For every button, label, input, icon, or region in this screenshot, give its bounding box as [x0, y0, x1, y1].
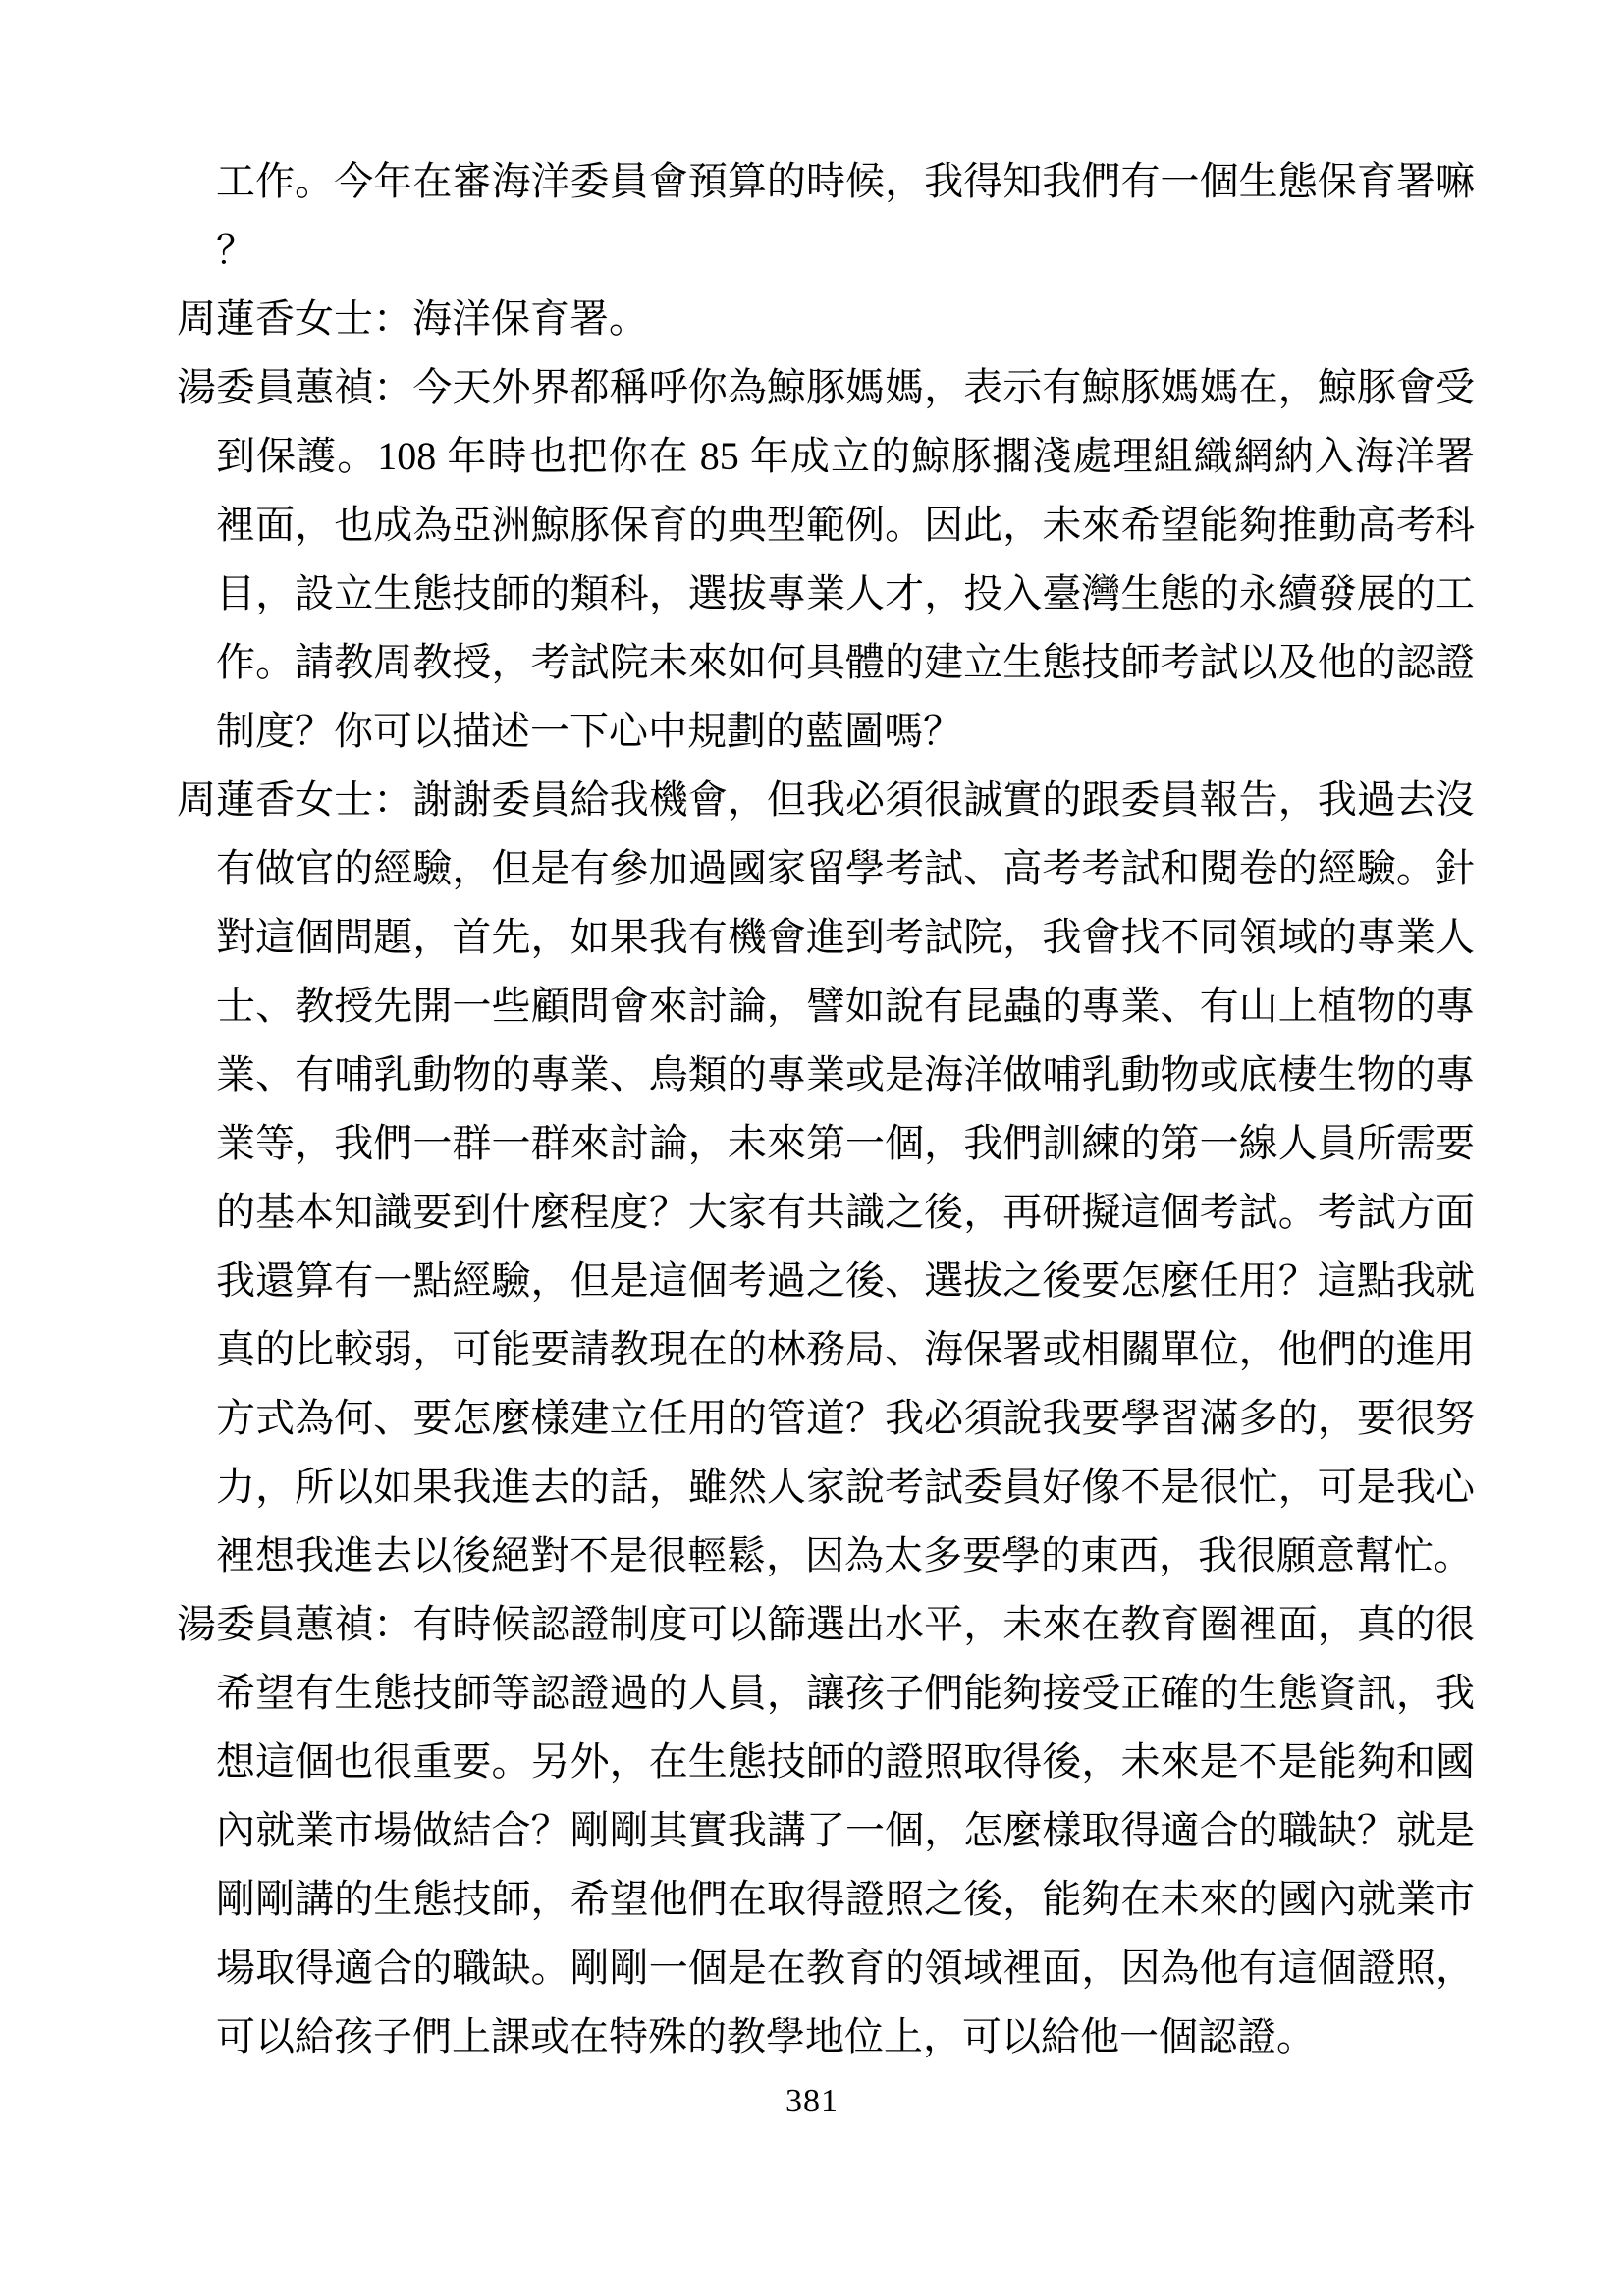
speech-tang-hui-chen-followup: 湯委員蕙禎：有時候認證制度可以篩選出水平，未來在教育圈裡面，真的很希望有生態技師等認證過的人員，讓孩子們能夠接受正確的生態資訊，我想這個也很重要。另外，在生態技師的證照取得後，未來是不是能夠和國內就業市場做結合？剛剛其實我講了一個，怎麼樣取得適合的職缺？就是剛剛講的生態技師，希望他們在取得證照之後，能夠在未來的國內就業市場取得適合的職缺。剛剛一個是在教育的領域裡面，因為他有這個證照，可以給孩子們上課或在特殊的教學地位上，可以給他一個認證。	[177, 1602, 1475, 2058]
speech-tang-hui-chen-question: 湯委員蕙禎：今天外界都稱呼你為鯨豚媽媽，表示有鯨豚媽媽在，鯨豚會受到保護。108 年時也把你在 85 年成立的鯨豚擱淺處理組織網納入海洋署裡面，也成為亞洲鯨豚保育的典型範例。因此，未來希望能夠推動高考科目，設立生態技師的類科，選拔專業人才，投入臺灣生態的永續發展的工作。請教周教授，考試院未來如何具體的建立生態技師考試以及他的認證制度？你可以描述一下心中規劃的藍圖嗎？	[177, 365, 1475, 753]
speech-chou-lien-hsiang-reply: 周蓮香女士：海洋保育署。	[177, 296, 648, 341]
transcript-body	[177, 147, 1475, 2071]
page-number: 381	[785, 2083, 839, 2119]
paragraph-continued-from-previous-page: 工作。今年在審海洋委員會預算的時候，我得知我們有一個生態保育署嘛？	[216, 159, 1475, 272]
speech-chou-lien-hsiang-answer: 周蓮香女士：謝謝委員給我機會，但我必須很誠實的跟委員報告，我過去沒有做官的經驗，但是有參加過國家留學考試、高考考試和閱卷的經驗。針對這個問題，首先，如果我有機會進到考試院，我會找不同領域的專業人士、教授先開一些顧問會來討論，譬如說有昆蟲的專業、有山上植物的專業、有哺乳動物的專業、鳥類的專業或是海洋做哺乳動物或底棲生物的專業等，我們一群一群來討論，未來第一個，我們訓練的第一線人員所需要的基本知識要到什麼程度？大家有共識之後，再研擬這個考試。考試方面我還算有一點經驗，但是這個考過之後、選拔之後要怎麼任用？這點我就真的比較弱，可能要請教現在的林務局、海保署或相關單位，他們的進用方式為何、要怎麼樣建立任用的管道？我必須說我要學習滿多的，要很努力，所以如果我進去的話，雖然人家說考試委員好像不是很忙，可是我心裡想我進去以後絕對不是很輕鬆，因為太多要學的東西，我很願意幫忙。	[177, 777, 1475, 1577]
